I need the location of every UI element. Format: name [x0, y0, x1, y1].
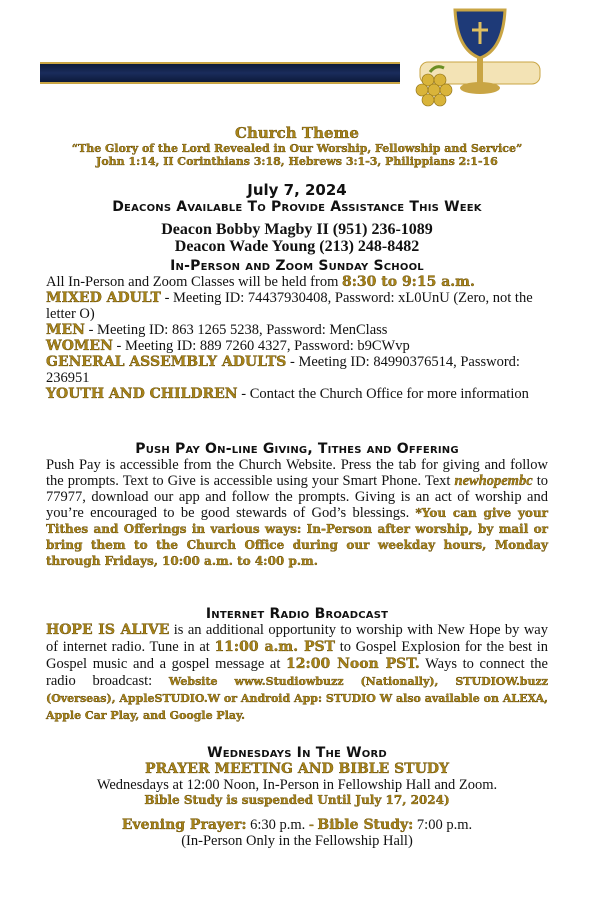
giving-section: [46, 441, 548, 569]
deacons-heading: Deacons Available To Provide Assistance This Week: [112, 199, 482, 215]
giving-body: Push Pay is accessible from the Church Website. Press the tab for giving and follow the prompts. Text to Give is accessible using your Smart Phone. Text newhopembc to 77977, download our app and follow the prompts. Giving is an act of worship and you’re encouraged to be good stewards of God’s blessings. *You can give your Tithes and Offerings in various ways: In-Person after worship, by mail or bring them to the Church Office during our weekday hours, Monday through Fridays, 10:00 a.m. to 4:00 p.m.: [46, 457, 548, 568]
giving-heading: Push Pay On-line Giving, Tithes and Offering: [135, 441, 459, 457]
sunday-school-time: 8:30 to 9:15 a.m.: [342, 274, 475, 290]
prayer-label: Evening Prayer:: [121, 817, 247, 833]
wednesday-footer: (In-Person Only in the Fellowship Hall): [181, 833, 413, 849]
wednesday-line: Wednesdays at 12:00 Noon, In-Person in Fellowship Hall and Zoom.: [96, 777, 498, 793]
class-row: MEN - Meeting ID: 863 1265 5238, Password: MenClass: [46, 322, 388, 338]
radio-ways: Website www.Studiowbuzz (Nationally), STUDIOW.buzz (Overseas), AppleSTUDIO.W or Android App: STUDIO W also available on ALEXA, Apple Car Play, and Google Play.: [46, 675, 548, 722]
study-label: Bible Study:: [317, 817, 414, 833]
class-row: GENERAL ASSEMBLY ADULTS - Meeting ID: 84990376514, Password: 236951: [46, 354, 520, 386]
class-label: YOUTH AND CHILDREN: [46, 386, 238, 402]
text-keyword: newhopembc: [454, 473, 533, 489]
giving-highlight: *You can give your Tithes and Offerings in various ways: In-Person after worship, by mail or bring them to the Church Office during our weekday hours, Monday through Fridays, 10:00 a.m. to 4:00 p.m.: [46, 506, 548, 568]
radio-time: 11:00 a.m. PST: [214, 639, 336, 655]
deacon-name: Deacon Bobby Magby II (951) 236-1089: [161, 221, 433, 238]
radio-body: HOPE IS ALIVE is an additional opportunity to worship with New Hope by way of internet radio. Tune in at 11:00 a.m. PST to Gospel Explosion for the best in Gospel music and a gospel message at 12:00 Noon PST. Ways to connect the radio broadcast: Website www.Studiowbuzz (Nationally), STUDIOW.buzz (Overseas), AppleSTUDIO.W or Android App: STUDIO W also available on ALEXA, Apple Car Play, and Google Play.: [46, 622, 549, 722]
deacon-name: Deacon Wade Young (213) 248-8482: [174, 238, 420, 255]
class-label: GENERAL ASSEMBLY ADULTS: [46, 354, 287, 370]
radio-section: [46, 606, 548, 724]
theme-scripture: John 1:14, II Corinthians 3:18, Hebrews 3:1-3, Philippians 2:1-16: [96, 155, 498, 168]
class-label: MIXED ADULT: [46, 290, 161, 306]
sunday-school-heading: In-Person and Zoom Sunday School: [170, 258, 424, 274]
radio-heading: Internet Radio Broadcast: [205, 606, 389, 622]
wednesday-notice: Bible Study is suspended Until July 17, 2024): [144, 793, 450, 807]
theme-title: Church Theme: [235, 124, 359, 142]
class-label: WOMEN: [46, 338, 113, 354]
class-label: MEN: [46, 322, 85, 338]
radio-name: HOPE IS ALIVE: [46, 622, 170, 638]
class-row: MIXED ADULT - Meeting ID: 74437930408, Password: xL0UnU (Zero, not the letter O): [46, 290, 533, 322]
radio-time: 12:00 Noon PST.: [286, 656, 420, 672]
wednesday-times: Evening Prayer: 6:30 p.m. - Bible Study: 7:00 p.m.: [121, 817, 473, 833]
theme-section: [46, 124, 548, 168]
wednesday-heading: Wednesdays In The Word: [207, 745, 387, 761]
sunday-school-section: [46, 258, 548, 402]
deacons-section: [46, 199, 548, 255]
theme-quote: “The Glory of the Lord Revealed in Our Worship, Fellowship and Service”: [71, 142, 523, 155]
wednesday-subheading: PRAYER MEETING AND BIBLE STUDY: [144, 761, 450, 777]
chalice-icon: [400, 0, 550, 120]
class-row: WOMEN - Meeting ID: 889 7260 4327, Password: b9CWvp: [46, 338, 410, 354]
wednesday-section: [46, 745, 548, 849]
class-row: YOUTH AND CHILDREN - Contact the Church Office for more information: [46, 386, 529, 402]
sunday-school-intro: All In-Person and Zoom Classes will be held from 8:30 to 9:15 a.m.: [46, 274, 475, 290]
bulletin-date: July 7, 2024: [247, 181, 347, 199]
